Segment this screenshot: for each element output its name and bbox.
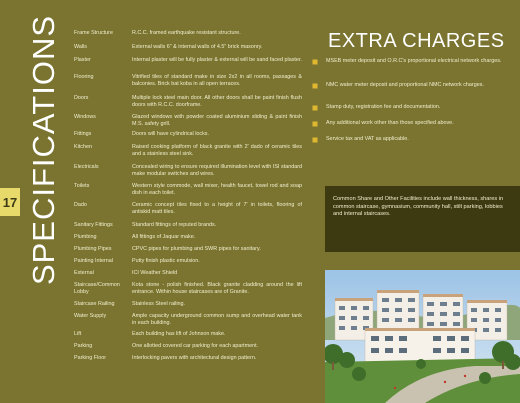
spec-label: Plaster	[74, 57, 91, 63]
bullet-icon	[312, 121, 318, 127]
spec-value: CPVC pipes for plumbing and SWR pipes for sanitary.	[132, 246, 261, 252]
building-illustration	[325, 270, 520, 403]
extra-charge-text: Stamp duty, registration fee and documentation.	[326, 104, 441, 110]
spec-label: Dado	[74, 202, 87, 208]
spec-row-sanitary-fittings	[74, 222, 302, 229]
bullet-icon	[312, 59, 318, 65]
spec-row-windows	[74, 114, 302, 128]
spec-row-dado	[74, 202, 302, 216]
spec-label: Walls	[74, 44, 87, 50]
spec-row-external	[74, 270, 302, 277]
extra-charge-text: Service tax and VAT as applicable.	[326, 136, 409, 142]
spec-row-parking	[74, 343, 302, 350]
spec-row-painting-internal	[74, 258, 302, 265]
spec-row-plumbing	[74, 234, 302, 241]
spec-value: ICI Weather Shield	[132, 270, 178, 276]
spec-value: Internal plaster will be fully plaster & external will be sand faced plaster.	[132, 57, 302, 63]
spec-label: Water Supply	[74, 313, 107, 319]
spec-value: Ample capacity underground common sump and overhead water tank in each building.	[132, 313, 302, 326]
spec-value: Glazed windows with powder coated aluminium sliding & paint finish M.S. safety grill.	[132, 114, 302, 127]
list-item	[312, 58, 502, 65]
spec-value: All fittings of Jaquar make.	[132, 234, 196, 240]
extra-charge-text: MSEB meter deposit and O.R.C's proportional electrical network charges.	[326, 58, 502, 64]
spec-label: Plumbing	[74, 234, 97, 240]
spec-row-flooring	[74, 74, 302, 88]
spec-row-doors	[74, 95, 302, 109]
bullet-icon	[312, 137, 318, 143]
spec-value: One allotted covered car parking for each apartment.	[132, 343, 259, 349]
spec-value: Each building has lift of Johnson make.	[132, 331, 226, 337]
spec-label: Toilets	[74, 183, 90, 189]
extra-charges-title: EXTRA CHARGES	[328, 30, 505, 52]
spec-row-staircase-lobby	[74, 282, 302, 296]
vertical-title: SPECIFICATIONS	[26, 14, 61, 286]
spec-row-staircase-railing	[74, 301, 302, 308]
spec-value: Putty finish plastic emulsion.	[132, 258, 200, 264]
list-item	[312, 120, 502, 127]
extra-charge-text: NMC water meter deposit and proportional NMC network charges.	[326, 82, 484, 88]
list-item	[312, 104, 502, 111]
spec-row-parking-floor	[74, 355, 302, 362]
spec-row-toilets	[74, 183, 302, 197]
spec-value: Multiple lock steel main door. All other doors shall be paint finish flush doors with R.C.C. doorframe.	[132, 95, 302, 108]
spec-label: Parking	[74, 343, 93, 349]
spec-label: External	[74, 270, 94, 276]
common-facilities-box	[325, 186, 520, 252]
spec-value: Vitrified tiles of standard make in size 2x2 in all rooms, passages & balconies. Brick bat koba in all open terraces.	[132, 74, 302, 87]
bullet-icon	[312, 105, 318, 111]
page-number: 17	[0, 188, 20, 216]
spec-label: Doors	[74, 95, 89, 101]
spec-label: Kitchen	[74, 144, 92, 150]
spec-value: Ceramic concept tiles fixed to a height of 7' in toilets, flooring of antiskid matt tiles.	[132, 202, 302, 215]
spec-label: Staircase/Common Lobby	[74, 282, 120, 295]
spec-value: Interlocking pavers with architectural design pattern.	[132, 355, 257, 361]
spec-value: Raised cooking platform of black granite with 2' dado of ceramic tiles and a stainless steel sink.	[132, 144, 302, 157]
spec-value: External walls 6" & internal walls of 4.5" brick masonry.	[132, 44, 263, 50]
spec-value: Standard fittings of reputed brands.	[132, 222, 217, 228]
spec-value: Concealed wiring to ensure required illumination level with ISI standard make modular switches and wires.	[132, 164, 302, 177]
spec-label: Plumbing Pipes	[74, 246, 112, 252]
spec-value: R.C.C. framed earthquake resistant structure.	[132, 30, 241, 36]
spec-label: Windows	[74, 114, 96, 120]
spec-value: Kota stone - polish finished. Black granite cladding around the lift entrance. Within house staircases are of Granite.	[132, 282, 302, 295]
spec-value: Stainless Steel railing.	[132, 301, 186, 307]
extra-charge-text: Any additional work other than those specified above.	[326, 120, 454, 126]
list-item	[312, 136, 502, 143]
spec-label: Staircase Railing	[74, 301, 115, 307]
common-facilities-text: Common Share and Other Facilities include wall thickness, shares in common staircase, gymnasium, community hall, stilt parking, lobbies and internal staircases.	[333, 196, 504, 218]
spec-row-water-supply	[74, 313, 302, 327]
bullet-icon	[312, 83, 318, 89]
spec-row-electricals	[74, 164, 302, 178]
spec-label: Electricals	[74, 164, 99, 170]
spec-value: Western style commode, wall mixer, health faucet, towel rod and soap dish in each toilet.	[132, 183, 302, 196]
spec-row-frame-structure	[74, 30, 302, 37]
spec-label: Fittings	[74, 131, 92, 137]
spec-row-plaster	[74, 57, 302, 64]
spec-row-lift	[74, 331, 302, 338]
list-item	[312, 82, 502, 89]
spec-row-fittings	[74, 131, 302, 138]
spec-label: Flooring	[74, 74, 94, 80]
spec-label: Sanitary Fittings	[74, 222, 113, 228]
project-rendering-image	[325, 270, 520, 403]
spec-label: Parking Floor	[74, 355, 107, 361]
spec-label: Frame Structure	[74, 30, 113, 36]
spec-label: Lift	[74, 331, 82, 337]
spec-value: Doors will have cylindrical locks.	[132, 131, 209, 137]
spec-label: Painting Internal	[74, 258, 113, 264]
spec-row-walls	[74, 44, 302, 51]
spec-row-kitchen	[74, 144, 302, 158]
spec-row-plumbing-pipes	[74, 246, 302, 253]
